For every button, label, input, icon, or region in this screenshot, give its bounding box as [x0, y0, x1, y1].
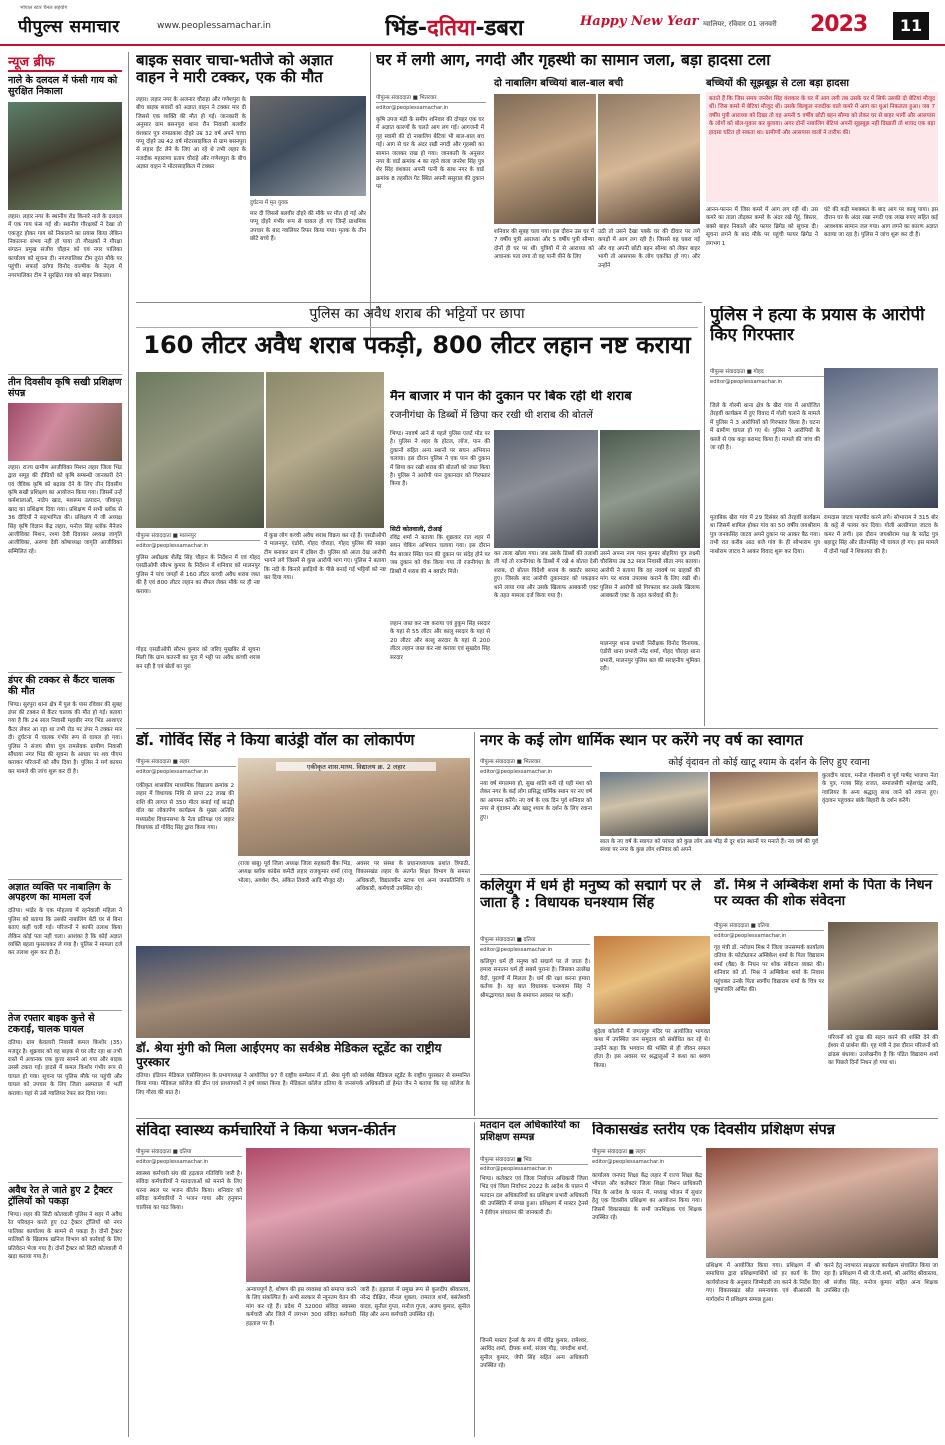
story-fire-sub: दो नाबालिग बच्चियां बाल-बाल बची — [494, 78, 624, 89]
story-liquor-text-a: पुलिस अधीक्षक शैलेंद्र सिंह चौहान के निर्देशन में एवं गोहद एसडीओपी सौरभ कुमार के निर्देशन में शनिवार को मालनपुर पुलिस ने पांच जगहों से 160 लीटर कच्ची अवैध शराब जब्त की है एवं 800 लीटर लहान का सैंपल लेकर मौके पर ही नष्ट कराया। — [136, 555, 260, 595]
story-block-training — [592, 1122, 938, 1437]
story-samvida-byline: पीपुल्स संवाददाता ■ दतिया — [136, 1148, 242, 1157]
news-brief-column — [8, 52, 122, 1437]
story-fire-photo-1 — [494, 94, 596, 224]
story-bike-text-a: लहार। लहार नगर के अजनार चौराहा और गणेशपुरा के बीच बाइक सवारों को अज्ञात वाहन ने टक्कर मार दी जिससे एक व्यक्ति की मौत हो गई। जानकारी के अनुसार ग्राम बसनपुरा थाना रौन निवासी बलवीर वंशकार पुत्र रामप्रकाश दोहरे उम्र 32 वर्ष अपने चाचा पप्पू दोहरे उम्र 42 वर्ष मोटरसाइकिल से ग्राम बसनपुरा से लहार ईंट लेने के लिए आ रहे थे तभी लहार के नजदीक महाराणा प्रताप चौराहे और गणेशपुरा के बीच अज्ञात वाहन ने मोटरसाइकिल में टक्कर — [136, 97, 246, 171]
story-liquor-email: editor@peoplessamachar.in — [136, 543, 209, 549]
story-boundary-title: डॉ. गोविंद सिंह ने किया बाउंड्री वॉल का लोकार्पण — [136, 732, 415, 749]
column-rule — [474, 732, 475, 1116]
story-fire-photo-2 — [598, 94, 700, 224]
brief-4-title: अज्ञात व्यक्ति पर नाबालिग के अपहरण का मामला दर्ज — [8, 879, 122, 905]
story-paan-text-c: कर ताला खोला गया। जब उसके डिब्बों की तलाशी ली गई तो रजनीगंधा के डिब्बों में रखे 4 बोतल देसी शराब, दो बोतल विदेशी शराब के क्वार्टर बरामद हुए। जिसके बाद आरोपी दुकानदार को पकड़कर थाने लाया गया और उसके खिलाफ आबकारी एक्ट के तहत मामला दर्ज किया गया है। — [494, 551, 598, 600]
story-samvida-text-b: अन्यायपूर्ण है, शोषण की इस व्यवस्था को समाप्त करने के लिए संकल्पित है। अभी सरकार से न्यूनतम वेतन की मांग कर रहे हैं। प्रदेश में 32000 संविदा स्वास्थ्य कर्मचारी और जिले में लगभग 300 संविदा कर्मचारी हड़ताल पर हैं। — [246, 1287, 356, 1327]
column-rule — [474, 1122, 475, 1437]
story-attempt-email: editor@peoplessamachar.in — [710, 379, 783, 385]
story-fire-col-e: आनन-फानन में जिस कमरे में आग लग रही थी। उस कमरे का ताला तोड़कर कमरे के अंदर रखे गेहूं, बिस्तर, बक्से बाहर निकाले और फायर ब्रिगेड को सूचना दी। सूचना लगने के बाद मौके पर पहुंची फायर ब्रिगेड ने लगभग 1 — [706, 207, 818, 247]
section-title-b: दतिया — [427, 16, 476, 40]
story-attempt-title: पुलिस ने हत्या के प्रयास के आरोपी किए गिरफ्तार — [710, 306, 925, 345]
story-condolence — [714, 878, 938, 1116]
story-samvida — [136, 1122, 470, 1437]
story-liquor-text-c: गोहद एसडीओपी सौरभ कुमार को जरिए मुखबिर से सूचना मिली कि ग्राम कतरनी का पुरा में भट्टी पर अवैध कच्ची शराब बन रही है एवं खेतों का पुरा — [136, 647, 260, 670]
story-bike-title: बाइक सवार चाचा-भतीजे को अज्ञात वाहन ने मारी टक्कर, एक की मौत — [136, 52, 333, 87]
story-fire-email: editor@peoplessamachar.in — [376, 105, 449, 111]
brief-3-text: भिण्ड। सुरपुरा थाना क्षेत्र में पुल के पास रविवार की सुबह डंपर की टक्कर से कैंटर चालक की मौत हो गई। बताया गया है कि 24 साल निवासी महाबीर नगर भिंड आशाएर कैंटर लेकर आ रहा था तभी रोड पर डंपर ने टक्कर मार दी। दुर्घटना में चालक गंभीर रूप से घायल हो गया। पुलिस ने संजय बौया पुत्र रामसेवक ग्रामीण निवासी सौंधाया नगर भिंड की सूचना के आधार पर शव पीएम कराकर परिजनों को सौंप दिया है। पुलिस ने मर्ग कायम कर मामले की जांच शुरू कर दी है। — [8, 701, 122, 775]
story-training-title: विकासखंड स्तरीय एक दिवसीय प्रशिक्षण संपन्न — [592, 1122, 836, 1138]
section-title — [385, 12, 585, 40]
story-bike-photo — [250, 96, 366, 196]
story-award-photo — [136, 946, 470, 1038]
story-training-text-b: प्रशिक्षण में आयोजित किया गया। प्रशिक्षण में श्री समाधिया द्वारा प्रशिक्षणार्थियों को हर कार्य के लिए कार्ययोजना के अनुसार जिम्मेदारी तय करने के निर्देश दिए गए। विकासखंड स्रोत समन्वयक एवं बीआरसी के मार्गदर्शन में प्रशिक्षण सम्पन्न हुआ। — [706, 1263, 820, 1303]
news-brief-header: न्यूज ब्रीफ — [8, 52, 122, 72]
story-house-fire — [376, 52, 938, 342]
story-kaliyug-title: कलियुग में धर्म ही मनुष्य को सद्मार्ग पर ले जाता है : विधायक घनश्याम सिंह — [480, 878, 701, 911]
story-paan-title: मैन बाजार में पान की दुकान पर बिक रही थी शराब — [390, 390, 632, 404]
page-number: 11 — [893, 12, 929, 40]
masthead-url: www.peoplessamachar.in — [157, 21, 271, 31]
story-religion-sub: कोई वृंदावन तो कोई खाटू श्याम के दर्शन के लिए हुए रवाना — [668, 757, 870, 768]
story-kaliyug-text-a: कलियुग धर्म ही मनुष्य को सद्मार्ग पर ले जाता है। हमारा सनातन धर्म ही सबसे पुराना है। जिसका उल्लेख वेदों, पुराणों में मिलता है। धर्म की रक्षा करना हमारा कर्तव्य है। यह बात विधायक घनश्याम सिंह ने श्रीमद्भागवत कथा के समापन अवसर पर कही। — [480, 959, 590, 999]
story-attempt-text-b: रामदास जाटव मारपीट करने लगे। सोभाराम ने 315 बोर के कट्टे से फायर कर दिया। गोली अल्प्रीपाल जाटव के कमर में लगी। इस दौरान जयश्रीराम पक्ष के सतेंद्र पुत्र बहादुर सिंह और प्रीतमसिंह भी घायल हो गए। इस मामले में दोनों पक्षों ने शिकायत की है। — [824, 515, 938, 555]
story-fire-text-a: कृषि उपज मंडी के समीप शनिवार की दोपहर एक घर में अज्ञात कारणों के चलते आग लग गई। आगजनी में गृह स्वामी की दो नाबालिग बेटियां भी बाल-बाल बच गई। आग से घर के अंदर रखी नगदी और गृहस्थी का सामान जलकर राख हो गया। जानकारी के अनुसार नगर के वार्ड क्रमांक 4 का रहने वाला जनरेश सिंह पुत्र शेर सिंह वंशकार अपनी पत्नी के साथ नगर के वार्ड क्रमांक 8 तहसील गेट स्थित अपनी ससुराल की दुकान पर — [376, 117, 484, 191]
story-condolence-photo — [828, 922, 938, 1030]
story-liquor-byline: पीपुल्स संवाददाता ■ मालनपुर — [136, 532, 260, 541]
section-rule — [136, 302, 702, 303]
story-polling-email: editor@peoplessamachar.in — [480, 1166, 553, 1172]
story-training-byline: पीपुल्स संवाददाता ■ लहार — [592, 1148, 702, 1157]
story-paan-sub: रजनीगंधा के डिब्बों में छिपा कर रखी थी शराब की बोतलें — [390, 410, 593, 421]
story-training-text-a: कार्यालय जनपद शिक्षा केंद्र लहार में राज्य शिक्षा केंद्र भोपाल और कलेक्टर जिला शिक्षा मिशन प्राधिकारी भिंड के आदेश के पालन में, मध्याह्न भोजन में सुधार हेतु एक दिवसीय प्रशिक्षण का आयोजन किया गया। जिसमें विकासखंड के सभी जनशिक्षक एवं शिक्षक उपस्थित रहे। — [592, 1173, 702, 1222]
story-fire-col-f: घंटे की कड़ी मशक्कत के बाद आग पर काबू पाया। इस दौरान घर के अंदर रखा नगदी एक लाख रुपए सहित कई आवश्यक सामान जल गया। आग लगने का कारण अज्ञात बताया जा रहा है। पुलिस ने जांच शुरू कर दी है। — [824, 207, 938, 239]
new-year-banner: Happy New Year — [580, 14, 699, 29]
story-boundary-text-b: (राजा बाबू) पूर्व जिला अध्यक्ष जिला सहकारी बैंक भिंड, अध्यक्ष ब्लॉक कांग्रेस कमेटी लहार राजकुमार शर्मा (राजू भोला), अवधेश जैन, अंकित तिवारी आदि मौजूद रहे। — [238, 861, 352, 884]
story-paan-text-d2: लहान जब्त कर नष्ट कराया एवं हुकुम सिंह सरदार के यहां से 55 लीटर और कालू सरदार के यहां से 20 लीटर और बल्लू सरदार के यहां से 200 लीटर लहान जब्त कर नष्ट कराया एवं सुखदेव सिंह सरदार — [390, 621, 490, 661]
story-polling-text-a: भिण्ड। कलेक्टर एवं जिला निर्वाचन अधिकारी जिला भिंड एवं जिला निर्वाचन 2022 के आदेश के पालन में मतदान दल अधिकारियों का प्रशिक्षण प्रभारी अधिकारी की उपस्थिति में संपन्न हुआ। प्रशिक्षण में मास्टर ट्रेनर्स ने ईवीएम संचालन की जानकारी दी। — [480, 1176, 588, 1216]
section-rule — [136, 728, 938, 729]
story-fire-col-d: उठी तो उसने देखा पक्के घर की दीवार पर लगे कपड़ों में आग लग रही है। जिससे वह घबरा गई और वह अपनी छोटी बहन सौम्या को लेकर बाहर भागी तो आसपास के लोग एकत्रित हो गए। और उन्होंने — [598, 229, 700, 269]
brief-6-title: अवैध रेत ले जाते हुए 2 ट्रैक्टर ट्रॉलियों को पकड़ा — [8, 1182, 122, 1208]
story-bike-text-b: मार दी जिससे बलवीर दोहरे की मौके पर मौत हो गई और पप्पू दोहरे गंभीर रूप से घायल हो गए जिन्हें प्राथमिक उपचार के बाद ग्वालियर रिफर किया गया। मृतक के तीन छोटे बच्चे हैं। — [250, 211, 366, 243]
story-liquor-photo-1 — [136, 372, 264, 528]
story-paan-photo-1 — [494, 430, 598, 548]
story-paan-shop — [390, 390, 700, 726]
story-liquor-title: 160 लीटर अवैध शराब पकड़ी, 800 लीटर लहान नष्ट कराया — [143, 331, 691, 359]
masthead — [0, 0, 945, 46]
story-polling-title: मतदान दल अधिकारियों का प्रशिक्षण सम्पन्न — [480, 1120, 580, 1143]
story-paan-text-a: भिण्ड। नववर्ष आने से पहले पुलिस एलर्ट मोड पर है। पुलिस ने शहर के होटल, लॉज, पान की दुकानों सहित अन्य स्थानों पर सघन अभियान चलाया। इस दौरान पुलिस ने एक पान की दुकान में छिपा कर रखी शराब की बोतलों को जब्त किया है। पुलिस ने आरोपी पान दुकानदार को गिरफ्तार किया है। — [390, 431, 490, 488]
story-award-title: डॉ. श्रेया मुंगी को मिला आईएमए का सर्वश्रेष्ठ मेडिकल स्टूडेंट का राष्ट्रीय पुरस्कार — [136, 1041, 442, 1069]
story-boundary-text-c: अवसर पर संस्था के प्रधानाध्यापक प्रशांत त्रिपाठी, विकासखंड लहार के अंतर्गत शिक्षा विभाग के समस्त अधिकारी, विद्यालयीन स्टाफ एवं अन्य जनप्रतिनिधि व अधिकारी, कर्मचारी उपस्थित रहे। — [356, 861, 470, 893]
story-training-photo — [706, 1148, 938, 1258]
story-condolence-text-b: परिजनों को दुःख की सहन करने की शक्ति देने की ईश्वर से प्रार्थना की। गृह मंत्री ने इस दौरान परिजनों को ढांढस बंधाया। उल्लेखनीय है कि पंडित विद्याराम शर्मा का पिछले दिनों निधन हो गया था। — [828, 1035, 938, 1067]
story-fire-title: घर में लगी आग, नगदी और गृहस्थी का सामान जला, बड़ा हादसा टला — [376, 52, 771, 69]
column-rule — [370, 52, 371, 342]
story-boundary-email: editor@peoplessamachar.in — [136, 769, 209, 775]
story-religion-byline: पीपुल्स संवाददाता ■ भितरवार — [480, 758, 592, 767]
brief-1-title: नाले के दलदल में फंसी गाय को सुरक्षित निकाला — [8, 75, 118, 97]
story-paan-text-d: उसने अपना नाम पवन कुमार बोहरिया पुत्र लक्ष्मी चौरसिया उम्र 32 साल निवासी सीता नगर बताया। आरोपी ने बताया कि वह नववर्ष पर ग्राहकों की मांग पर शराब उपलब्ध कराने के लिए रखी थी। पुलिस ने आरोपी को गिरफ्तार कर उसके खिलाफ आबकारी एक्ट के तहत कार्रवाई की है। — [600, 551, 700, 600]
story-kaliyug — [480, 878, 710, 1116]
brief-5-title: तेज रफ्तार बाइक कुत्ते से टकराई, चालक घायल — [8, 1010, 122, 1036]
story-polling-text-b: जिनमें मास्टर ट्रेनर्स के रूप में धीरेंद्र कुमार, रामेश्वर, अरविंद शर्मा, दीपक शर्मा, संजय गौड़, जगदीश शर्मा, सुनील कुमार, जेपी सिंह सहित अन्य अधिकारी उपस्थित रहे। — [480, 1338, 588, 1370]
year-badge: 2023 — [810, 12, 868, 37]
story-samvida-text-c: जारी है। हड़ताल में प्रमुख रूप से कुलदीप श्रीवास्तव, नरेन्द्र दीक्षित, मीनल शुक्ला, रामराज शर्मा, बसंतेश्वरी यादव, सुनील गुप्ता, मनोज गुप्ता, अजय कुमार, सुनील सिंह और अन्य कर्मचारी उपस्थित रहे। — [360, 1287, 470, 1319]
story-fire-col-c: शनिवार की सुबह चला गया। इस दौरान उस घर में 7 वर्षीय पुत्री आराध्या और 5 वर्षीय पुत्री सौम्या दोनों ही घर पर थीं। पुत्रियों में से आराध्या को अचानक पता लगा तो वह पानी पीने के लिए — [494, 229, 594, 261]
brief-1-photo — [8, 102, 122, 210]
story-religion-text-c: कुलदीप यादव, मनोज गोस्वामी व पूर्व पार्षद भाजपा नेता के पुत्र, गजब सिंह राजत, समाजसेवी महेशचंद्र आदि, ग्वालियर के अन्य श्रद्धालु साथ जाने को रवाना हुए। वृंदावन पहुंचकर बांके बिहारी के दर्शन करेंगे। — [822, 773, 938, 805]
story-kaliyug-photo — [594, 936, 710, 1024]
story-samvida-title: संविदा स्वास्थ्य कर्मचारियों ने किया भजन-कीर्तन — [136, 1122, 396, 1139]
story-polling-training — [480, 1120, 588, 1437]
section-title-a: भिंड- — [385, 16, 428, 40]
masthead-logo: पीपुल्स समाचार — [18, 17, 120, 37]
story-religion-text-b: साल के नए वर्ष के स्वागत को परंपरा को कुछ लोग अब भीड़ से दूर शांत स्थानों पर मनाते हैं। नव वर्ष की पूर्व संध्या पर नगर के कुछ लोग शनिवार को अपने — [600, 839, 818, 854]
story-boundary-wall — [136, 732, 470, 1116]
section-rule — [480, 874, 938, 875]
brief-6-text: भिण्ड। शहर की सिटी कोतवाली पुलिस ने शहर में अवैध रेत परिवहन करते हुए 02 ट्रैक्टर ट्रॉलियों को नगर पालिका कार्यालय के सामने से पकड़ा है। दोनों ट्रैक्टर मालिकों के खिलाफ खनिज विभाग को कार्रवाई के लिए प्रतिवेदन भेजा गया है। दोनों ट्रैक्टर को सिटी कोतवाली में खड़ा कराया गया है। — [8, 1212, 122, 1261]
story-liquor-kicker: पुलिस का अवैध शराब की भट्टियों पर छापा — [136, 306, 698, 328]
story-condolence-email: editor@peoplessamachar.in — [714, 933, 787, 939]
brief-2-photo — [8, 403, 122, 461]
story-religious-newyear — [480, 732, 938, 872]
story-award-text: दतिया। इंडियन मेडिकल एसोसिएशन के प्रभागाध्यक्ष ने आयोजित 97 वें राष्ट्रीय सम्मेलन में डॉ. श्रेया मुंगी को सर्वश्रेष्ठ मेडिकल स्टूडेंट के राष्ट्रीय पुरस्कार से सम्मानित किया गया। मेडिकल कॉलेज की डीन एवं प्राध्यापकों ने हर्ष व्यक्त किया है। मेडिकल कॉलेज दतिया के जनसंपर्क अधिकारी डॉ हेमंत जैन ने बताया कि यह कॉलेज के लिए गौरव की बात है। — [136, 1073, 470, 1096]
masthead-logo-tag: भोपाल स्टार चैनल सहयोग — [20, 5, 68, 11]
story-samvida-text-a: स्वास्थ्य कर्मचारी संघ की हड़ताल गतिविधि जारी है। संविदा कर्मचारियों ने मतदाताओं को मनाने के लिए धरना स्थल पर भजन कीर्तन किया। शनिवार को संविदा कर्मचारियों ने भजन गाया और हनुमान चालीसा का पाठ किया। — [136, 1171, 242, 1211]
column-rule — [704, 306, 705, 726]
dateline: ग्वालियर, रविवार 01 जनवरी — [703, 20, 777, 28]
brief-4-text: दतिया। भांडेर के एक मोहल्ला में रहनेवाली महिला ने पुलिस को बताया कि उसकी नाबालिग बेटी घर से बिना बताए कहीं चली गई। परिजनों ने काफी तलाश किया लेकिन कोई पता नहीं चला। आशंका है कि कोई अज्ञात व्यक्ति बहला फुसलाकर ले गया है। पुलिस ने मामला दर्ज कर तलाश शुरू कर दी है। — [8, 908, 122, 957]
story-polling-byline: पीपुल्स संवाददाता ■ भिंड — [480, 1156, 588, 1165]
story-bike-accident — [136, 52, 366, 342]
story-religion-title: नगर के कई लोग धार्मिक स्थान पर करेंगे नए वर्ष का स्वागत — [480, 732, 803, 749]
story-bike-caption: दुर्घटना में मृत युवक — [250, 200, 289, 206]
brief-2-text: लहार। राज्य ग्रामीण आजीविका मिशन लहार जिला भिंड द्वारा समूह की दीदियों को कृषि सम्बन्धी जानकारी देने एवं जैविक कृषि को बढ़ावा देने के लिए तीन दिवसीय कृषि सखी प्रशिक्षण का आयोजन किया गया। जिसमें उन्हें कर्मशालाओं, नाडेप खाद, मशरूम उत्पादन, जीवामृत खाद का प्रशिक्षण दिया गया। प्रशिक्षण में सभी ब्लॉक से 36 दीदियों ने सहभागिता की। प्रशिक्षण में जी अध्यक्ष सिंह कृषि विज्ञान केंद्र लहार, मनोज सिंह ब्लॉक मैनेजर आजीविका मिशन, रश्मा देवी दिवाकर अध्यक्ष जागृति आजीविका, अरुणा देवी कोषाध्यक्ष जागृति आजीविका सम्मिलित रहे। — [8, 464, 122, 555]
brief-5-text: दतिया। ग्राम केवलारी निवासी कमल किशोर (35) मजदूर है। शुक्रवार को वह बाइक से घर लौट रहा था तभी रास्ते में अचानक एक कुत्ता सामने आ गया और बाइक उससे टकरा गई। हादसे में कमल किशोर गंभीर रूप से घायल हो गया। सूचना पर पुलिस मौके पर पहुंची और घायल को उपचार के लिए जिला अस्पताल में भर्ती कराया। यहां से उसे ग्वालियर रेफर कर दिया गया। — [8, 1040, 122, 1097]
story-fire-box-text: बताते हैं कि जिस समय जनरेश सिंह वंशकार के घर में आग लगी तब उसके घर में सिर्फ उसकी दो बेटियां मौजूद थीं। जिस कमरे में बेटियां मौजूद थीं। उसके बिल्कुल नजदीक वाले कमरे में आग का धुआं निकलता हुआ। जब 7 वर्षीय पुत्री आराध्या को दिखा तो वह अपनी 5 वर्षीय छोटी बहन सौम्या को लेकर घर से बाहर भागीं और आसपास के लोगों को बोल-पुकार कर बुलाया। अगर दोनों नाबालिग बेटियां अपनी सूझबूझ नहीं दिखातीं तो शायद एक बड़ा हादसा घटित हो सकता था। ग्रामीणों और आसपास वालों ने तारीफ की। — [706, 92, 938, 202]
story-paan-text-b: रविंद्र शर्मा ने बताया कि शुक्रवार रात शहर में सघन चेकिंग अभियान चलाया गया। इस दौरान मैन बाजार स्थित पान की दुकान पर संदेह होने पर जब दुकान को चेक किया गया तो रजनीगंधा के डिब्बों में शराब की 4 क्वार्टर मिले। — [390, 535, 490, 575]
story-condolence-text-a: गृह मंत्री डॉ. नरोत्तम मिश्र ने जिला जनसम्पर्क कार्यालय दतिया के फोटोग्राफर अम्बिकेश शर्मा के पिता विद्याराम शर्मा (वैद्य) के निधन पर शोक संवेदना व्यक्त की। शनिवार को डॉ. मिश्र ने अम्बिकेश शर्मा के निवास पहुंचकर उनके पिता स्वर्गीय विद्याराम शर्मा के चित्र पर पुष्पांजलि अर्पित की। — [714, 945, 824, 994]
story-paan-photo-2 — [600, 430, 700, 548]
story-paan-text-e: मालनपुर थाना प्रभारी निरीक्षक विनोद विनायक, एंडोरी थाना प्रभारी नरेंद्र शर्मा, गोहद चौराहा थाना प्रभारी, मालनपुर पुलिस बल की सराहनीय भूमिका रही। — [600, 641, 700, 673]
brief-3-title: डंपर की टक्कर से कैंटर चालक की मौत — [8, 672, 122, 698]
story-attempt-text-c: मुताबिक खैरा गांव में 29 दिसंबर को तेरहवीं कार्यक्रम था जिसमें शामिल होकर गांव का 50 वर्षीय जयश्रीराम पुत्र जनकसिंह जाटव अपने दुकान पर आकर बैठ गया। तभी रात करीब आठ बजे गांव के ही सोभाराम पुत्र नाथोराम जाटव ने आकर विवाद शुरू कर दिया। — [710, 515, 820, 555]
story-attempt-byline: पीपुल्स संवाददाता ■ गोहद — [710, 368, 830, 377]
column-rule — [128, 52, 129, 1437]
story-training-text-c: करने हेतु नवभारत साक्षरता कार्यक्रम संचालित किया जा रहा है। प्रशिक्षण में श्री जे.पी.शर्मा, श्री अरविंद श्रीवास्तव, श्री संजीव सिंह, मनोज कुमार सहित अन्य शिक्षक उपस्थित रहे। — [824, 1263, 938, 1295]
story-religion-photo-2 — [710, 772, 818, 836]
story-samvida-email: editor@peoplessamachar.in — [136, 1159, 209, 1165]
story-liquor-photo-2 — [266, 372, 384, 528]
story-attempt-murder — [710, 306, 938, 726]
brief-1-text: लहार। लहार नगर के स्थानीय रोड किनारे नाले के दलदल में एक गाय फंस गई थी। स्थानीय गौरक्षकों ने देखा तो एकजुट होकर गाय को निकालने का प्रयास किया लेकिन निकालना संभव नहीं हो पाया तो गौरक्षकों ने गौरक्षा संगठन प्रमुख संजीव चौहान को एवं नगर पालिका कार्यालय को सूचना दी। नगरपालिका टीम तुरंत मौके पर पहुंची। सफाई दरोगा विनोद वाल्मीक के नेतृत्व में नगरपालिका टीम ने सुरक्षित गाय को बाहर निकाला। — [8, 213, 122, 279]
story-training-email: editor@peoplessamachar.in — [592, 1159, 665, 1165]
story-religion-photo-1 — [600, 772, 708, 836]
story-condolence-byline: पीपुल्स संवाददाता ■ दतिया — [714, 922, 824, 931]
story-attempt-text-a: जिले के गोरमी थाना क्षेत्र के खैरा गांव में आयोजित तेरहवीं कार्यक्रम में हुए विवाद में गोली चलाने के मामले में पुलिस ने 3 आरोपियों को गिरफ्तार किया है। घटना में ग्रामीण घायल हो गए थे। पुलिस ने आरोपियों के कब्जे से एक कट्टा बरामद किया है। मामले की जांच की जा रही है। — [710, 403, 820, 452]
story-boundary-banner: एकीकृत शास.माध्य. विद्यालय क्र. 2 लहार — [276, 762, 436, 771]
story-kaliyug-text-b: बुंदेला कॉलोनी में जगतगुरु मंदिर पर आयोजित भागवत कथा में उपस्थित जन समुदाय को संबोधित कर रहे थे। उन्होंने कहा कि भगवान की भक्ति से ही जीवन सफल होता है। इस अवसर पर श्रद्धालुओं ने कथा का श्रवण किया। — [594, 1029, 710, 1069]
story-kaliyug-byline: पीपुल्स संवाददाता ■ दतिया — [480, 936, 590, 945]
story-fire-box-title: बच्चियों की सूझबूझ से टला बड़ा हादसा — [706, 78, 849, 89]
story-condolence-title: डॉ. मिश्र ने अम्बिकेश शर्मा के पिता के निधन पर व्यक्त की शोक संवेदना — [714, 878, 933, 909]
story-boundary-byline: पीपुल्स संवाददाता ■ लहार — [136, 758, 236, 767]
story-boundary-photo — [238, 758, 470, 856]
story-religion-text-a: नया वर्ष मंगलमय हो, सुख शांति बनी रहे यही मंशा को लेकर नगर के कई लोग प्रसिद्ध धार्मिक स्थान पर नए वर्ष का आगमन करेंगे। नए वर्ष के एक दिन पूर्व शनिवार को नगर से वृंदावन और खाटू श्याम के दर्शन के लिए रवाना हुए। — [480, 781, 592, 821]
story-attempt-photo — [824, 368, 938, 508]
story-religion-email: editor@peoplessamachar.in — [480, 769, 553, 775]
story-boundary-text-a: एकीकृत शासकीय माध्यमिक विद्यालय क्रमांक 2 लहार में विधायक निधि से प्राप्त 22 लाख की राशि की लागत से 350 मीटर बनाई गई बाउंड्री वॉल का लोकार्पण कार्यक्रम के मुख्य अतिथि मध्यप्रदेश विधानसभा के नेता प्रतिपक्ष एवं लहार विधायक डॉ गोविंद सिंह द्वारा किया गया। — [136, 783, 234, 832]
brief-2-title: तीन दिवसीय कृषि सखी प्रशिक्षण संपन्न — [8, 374, 122, 400]
story-samvida-photo — [246, 1148, 470, 1282]
story-kaliyug-email: editor@peoplessamachar.in — [480, 947, 553, 953]
story-liquor-text-b: में कुछ लोग कच्ची अवैध शराब विक्रय कर रहे हैं। एसडीओपी ने मालनपुर, एंडोरी, गोहद चौराहा, गोहद पुलिस की साझा टीम बनाकर ग्राम में दबिश दी। पुलिस को आता देख आरोपी भागने लगे जिसमें से कुछ आरोपी भाग गए। पुलिस ने बताया कि नदी के किनारे झाड़ियों के पीछे बनाई गई भट्टियों को नष्ट कर दिया गया। — [264, 533, 386, 582]
section-rule — [136, 1118, 938, 1119]
story-fire-byline: पीपुल्स संवाददाता ■ भितरवार — [376, 94, 486, 103]
story-paan-sub2: सिटी कोतवाली, टीआई — [390, 526, 442, 533]
section-title-c: -डबरा — [475, 16, 524, 40]
